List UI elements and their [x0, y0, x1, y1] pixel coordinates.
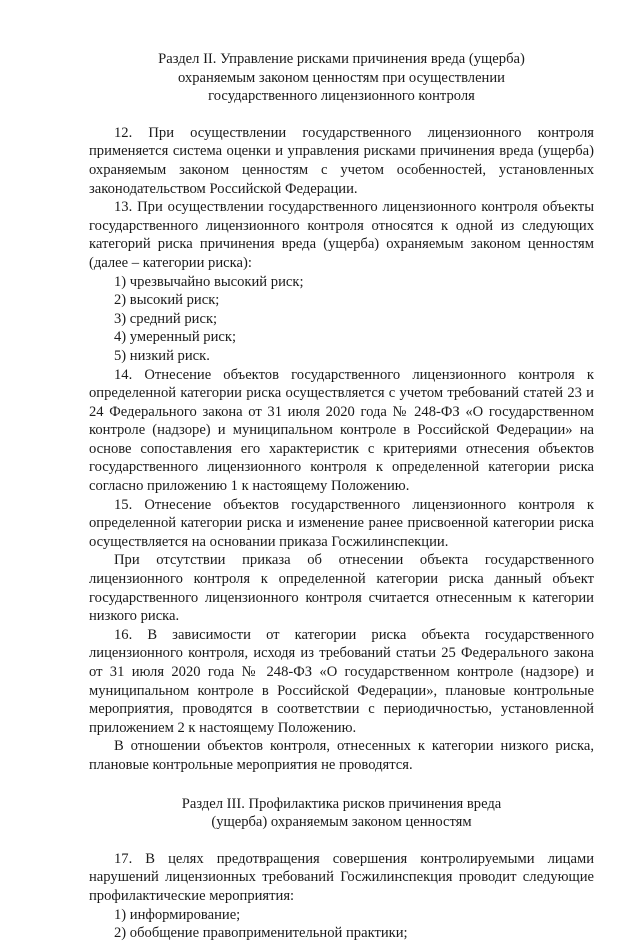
section-2-heading	[89, 50, 594, 106]
risk-category-item: 2) высокий риск;	[114, 292, 220, 309]
heading-line: государственного лицензионного контроля	[208, 88, 475, 105]
section-3-body	[89, 850, 594, 943]
paragraph-17: 17. В целях предотвращения совершения контролируемыми лицами нарушений лицензионных требований Госжилинспекция проводит следующие профилактические мероприятия:	[89, 850, 594, 904]
heading-line: охраняемым законом ценностям при осуществлении	[178, 69, 505, 86]
paragraph-13: 13. При осуществлении государственного лицензионного контроля объекты государственного лицензионного контроля относятся к одной из следующих категорий риска причинения вреда (ущерба) охраняемым законом ценностям (далее – категории риска):	[89, 199, 594, 271]
risk-category-item: 3) средний риск;	[114, 310, 218, 327]
heading-line: Раздел III. Профилактика рисков причинения вреда	[181, 795, 502, 812]
measure-item: 1) информирование;	[114, 906, 241, 923]
risk-category-item: 5) низкий риск.	[114, 347, 210, 364]
heading-line: Раздел II. Управление рисками причинения вреда (ущерба)	[158, 51, 525, 67]
paragraph-15: 15. Отнесение объектов государственного лицензионного контроля к определенной категории риска и изменение ранее присвоенной категории риска осуществляется на основании приказа Госжилинспекции.	[89, 496, 594, 550]
paragraph-16-continued: В отношении объектов контроля, отнесенных к категории низкого риска, плановые контрольные мероприятия не проводятся.	[89, 738, 594, 773]
paragraph-12: 12. При осуществлении государственного лицензионного контроля применяется система оценки и управления рисками причинения вреда (ущерба) охраняемым законом ценностям с учетом особенностей, установленных законодательством Российской Федерации.	[89, 124, 594, 197]
document-content	[89, 50, 594, 943]
section-3-heading	[89, 795, 594, 832]
paragraph-14: 14. Отнесение объектов государственного лицензионного контроля к определенной категории риска осуществляется с учетом требований статей 23 и 24 Федерального закона от 31 июля 2020 года № 248-ФЗ «О государственном контроле (надзоре) и муниципальном контроле в Российской Федерации» на основе сопоставления его характеристик с критериями отнесения объектов государственного лицензионного контроля к определенной категории риска согласно приложению 1 к настоящему Положению.	[89, 366, 594, 495]
risk-category-item: 1) чрезвычайно высокий риск;	[114, 273, 304, 290]
risk-category-item: 4) умеренный риск;	[114, 329, 237, 346]
section-2-body	[89, 124, 594, 775]
paragraph-16: 16. В зависимости от категории риска объекта государственного лицензионного контроля, исходя из требований статьи 25 Федерального закона от 31 июля 2020 года № 248-ФЗ «О государственном контроле (надзоре) и муниципальном контроле в Российской Федерации», плановые контрольные мероприятия, проводятся в соответствии с периодичностью, установленной приложением 2 к настоящему Положению.	[89, 626, 594, 736]
paragraph-15-continued: При отсутствии приказа об отнесении объекта государственного лицензионного контроля к определенной категории риска данный объект государственного лицензионного контроля считается отнесенным к категории низкого риска.	[89, 552, 594, 625]
heading-line: (ущерба) охраняемым законом ценностям	[211, 814, 472, 831]
measure-item: 2) обобщение правоприменительной практики;	[114, 925, 408, 942]
